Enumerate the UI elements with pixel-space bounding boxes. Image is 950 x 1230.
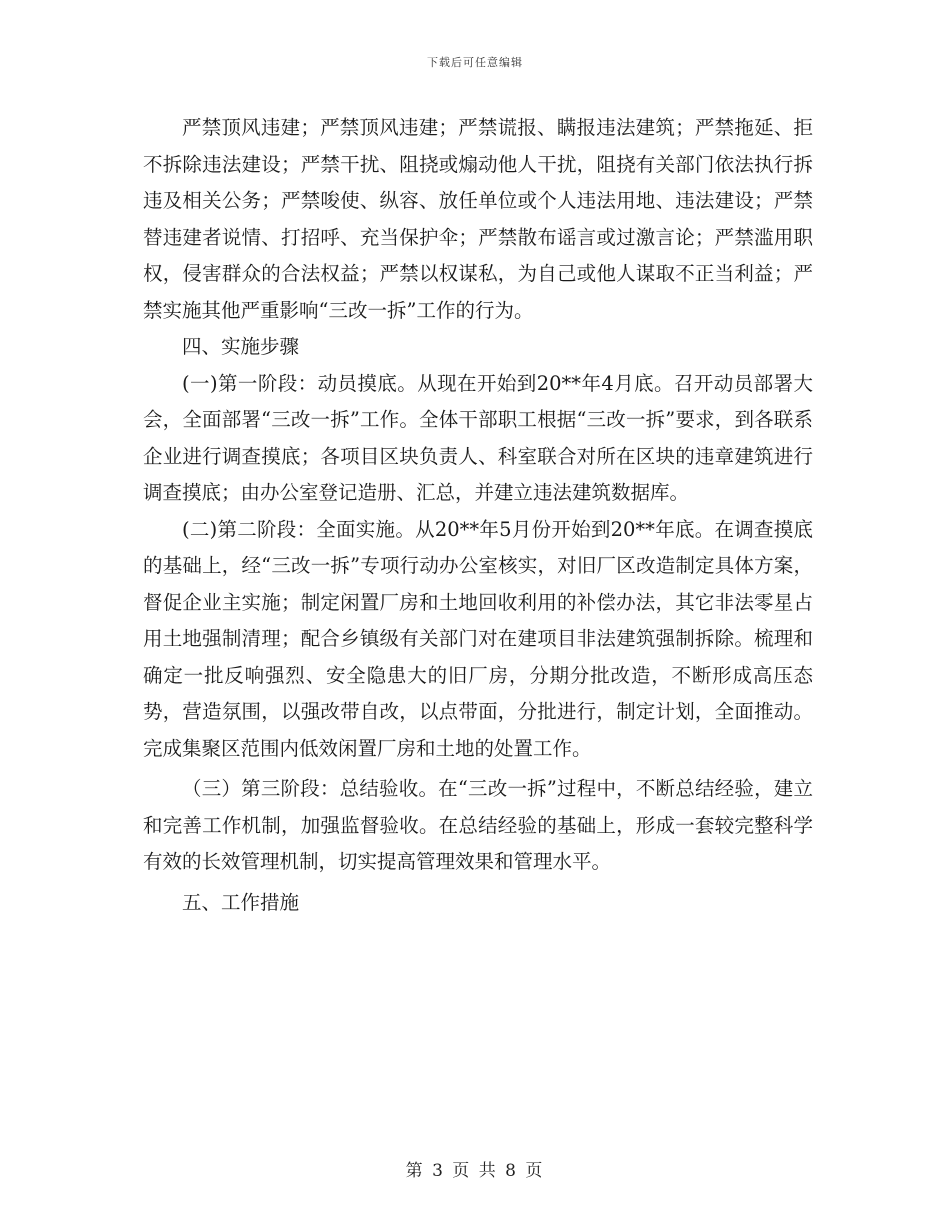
paragraph-stage-two: (二)第二阶段：全面实施。从20**年5月份开始到20**年底。在调查摸底的基础上，经“三改一拆”专项行动办公室核实，对旧厂区改造制定具体方案，督促企业主实施；制定闲置厂房和土地回收利用的补偿办法，其它非法零星占用土地强制清理；配合乡镇级有关部门对在建项目非法建筑强制拆除。梳理和确定一批反响强烈、安全隐患大的旧厂房，分期分批改造，不断形成高压态势，营造氛围，以强改带自改，以点带面，分批进行，制定计划，全面推动。完成集聚区范围内低效闲置厂房和土地的处置工作。 — [143, 517, 813, 760]
section-heading-implementation-steps: 四、实施步骤 — [182, 335, 300, 358]
paragraph-prohibitions: 严禁顶风违建；严禁顶风违建；严禁谎报、瞒报违法建筑；严禁拖延、拒不拆除违法建设；严禁干扰、阻挠或煽动他人干扰，阻挠有关部门依法执行拆违及相关公务；严禁唆使、纵容、放任单位或个人违法用地、违法建设；严禁替违建者说情、打招呼、充当保护伞；严禁散布谣言或过激言论；严禁滥用职权，侵害群众的合法权益；严禁以权谋私，为自己或他人谋取不正当利益；严禁实施其他严重影响“三改一拆”工作的行为。 — [143, 116, 813, 322]
paragraph-stage-three: （三）第三阶段：总结验收。在“三改一拆”过程中，不断总结经验，建立和完善工作机制，加强监督验收。在总结经验的基础上，形成一套较完整科学有效的长效管理机制，切实提高管理效果和管理水平。 — [143, 777, 813, 873]
section-heading-work-measures: 五、工作措施 — [182, 890, 300, 914]
paragraph-stage-one: (一)第一阶段：动员摸底。从现在开始到20**年4月底。召开动员部署大会，全面部署“三改一拆”工作。全体干部职工根据“三改一拆”要求，到各联系企业进行调查摸底；各项目区块负责人、科室联合对所在区块的违章建筑进行调查摸底；由办公室登记造册、汇总，并建立违法建筑数据库。 — [143, 371, 813, 504]
page-number-footer: 第 3 页 共 8 页 — [405, 1161, 545, 1181]
page-header: 下载后可任意编辑 — [427, 56, 523, 69]
document-body — [143, 110, 813, 921]
